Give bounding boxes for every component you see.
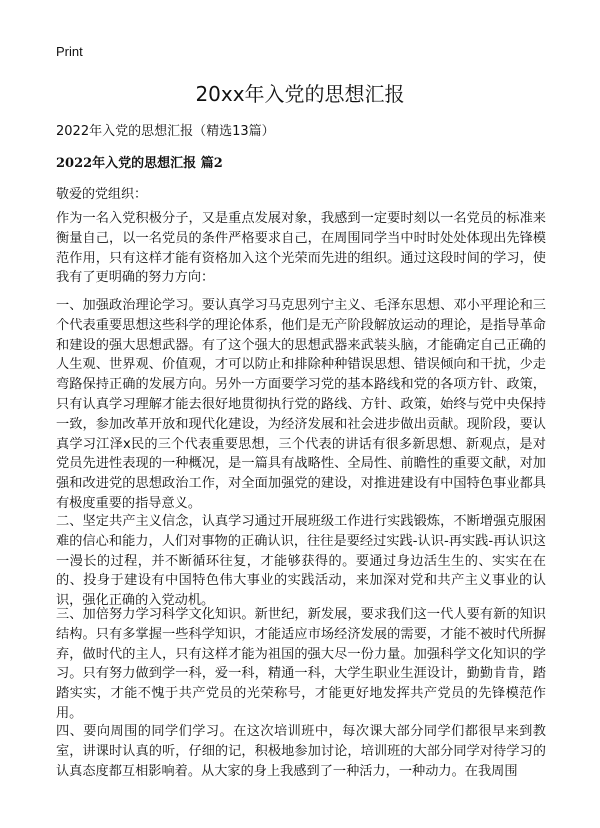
document-title: 20xx年入党的思想汇报 xyxy=(195,82,405,106)
paragraph-learn-from-classmates: 四、要向周围的同学们学习。在这次培训班中，每次课大部分同学们都很早来到教室，讲课时认真的听，仔细的记，积极地参加讨论，培训班的大部分同学对待学习的认真态度都互相影响着。从大家的身上我感到了一种活力，一种动力。在我周围 xyxy=(56,724,546,779)
document-subtitle: 2022年入党的思想汇报（精选13篇） xyxy=(56,124,275,139)
section-heading: 2022年入党的思想汇报 篇2 xyxy=(56,156,223,171)
paragraph-science-knowledge: 三、加倍努力学习科学文化知识。新世纪，新发展，要求我们这一代人要有新的知识结构。只有多掌握一些科学知识，才能适应市场经济发展的需要，才能不被时代所摒弃，做时代的主人，只有这样才能为祖国的强大尽一份力量。加强科学文化知识的学习。只有努力做到学一科，爱一科，精通一科，大学生职业生涯设计，勤勤肯肯，踏踏实实，才能不愧于共产党员的光荣称号，才能更好地发挥共产党员的先锋模范作用。 xyxy=(56,607,546,721)
print-label[interactable]: Print xyxy=(56,44,83,59)
paragraph-communist-belief: 二、坚定共产主义信念，认真学习通过开展班级工作进行实践锻炼，不断增强克服困难的信心和能力，人们对事物的正确认识，往往是要经过实践-认识-再实践-再认识这一漫长的过程，并不断循环往复，才能够获得的。要通过身边活生生的、实实在在的、投身于建设有中国特色伟大事业的实践活动，来加深对党和共产主义事业的认识，强化正确的入党动机。 xyxy=(56,514,546,609)
greeting: 敬爱的党组织： xyxy=(56,187,148,202)
paragraph-theory-study: 一、加强政治理论学习。要认真学习马克思列宁主义、毛泽东思想、邓小平理论和三个代表重要思想这些科学的理论体系，他们是无产阶段解放运动的理论，是指导革命和建设的强大思想武器。有了这个强大的思想武器来武装头脑，才能确定自己正确的人生观、世界观、价值观，才可以防止和排除种种错误思想、错误倾向和干扰，少走弯路保持正确的发展方向。另外一方面要学习党的基本路线和党的各项方针、政策，只有认真学习理解才能去很好地贯彻执行党的路线、方针、政策，始终与党中央保持一致，参加改革开放和现代化建设，为经济发展和社会进步做出贡献。现阶段，要认真学习江泽x民的三个代表重要思想，三个代表的讲话有很多新思想、新观点，是对党员先进性表现的一种概况，是一篇具有战略性、全局性、前瞻性的重要文献，对加强和改进党的思想政治工作，对全面加强党的建设，对推进建设有中国特色事业都具有极度重要的指导意义。 xyxy=(56,298,546,511)
paragraph-intro: 作为一名入党积极分子，又是重点发展对象，我感到一定要时刻以一名党员的标准来衡量自己，以一名党员的条件严格要求自己，在周围同学当中时时处处体现出先锋模范作用，只有这样才能有资格加入这个光荣而先进的组织。通过这段时间的学习，使我有了更明确的努力方向： xyxy=(56,211,546,286)
